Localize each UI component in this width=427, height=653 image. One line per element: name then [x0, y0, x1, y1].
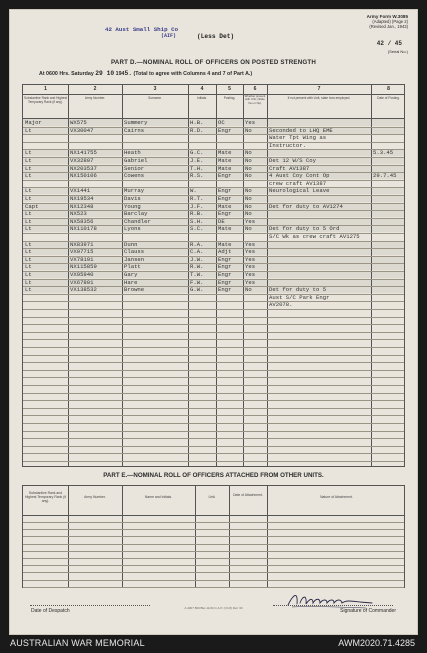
ruled-line — [23, 461, 404, 462]
ruled-line — [23, 587, 404, 588]
employment-cell: Instructor. — [269, 141, 306, 149]
employment-cell: Det for duty to 5 — [269, 286, 327, 294]
column-header-surname: Surname. — [148, 96, 162, 100]
rank-cell: Lt — [25, 286, 32, 294]
column-header-rank: Substantive Rank and Highest Temporary Rank (if any). — [24, 491, 67, 503]
column-header-name: Name and Initials. — [144, 495, 173, 499]
table-row — [23, 180, 404, 187]
form-number: Army Form W.3085 — [366, 14, 408, 19]
initials-cell: C.A. — [190, 248, 204, 256]
table-row — [23, 225, 404, 232]
table-row — [23, 149, 404, 156]
posting-cell: Engr — [218, 278, 232, 286]
subline-year: 5. — [124, 70, 133, 77]
table-row — [23, 279, 404, 286]
army-number-cell: VX30047 — [70, 126, 94, 134]
surname-cell: Heath — [124, 149, 141, 157]
rank-cell: Lt — [25, 255, 32, 263]
signature-caption: Signature of Commander — [340, 608, 396, 614]
posting-cell: Engr — [218, 271, 232, 278]
posting-cell: Mate — [218, 202, 232, 210]
posting-cell: OC — [218, 119, 225, 126]
ruled-line — [23, 453, 404, 454]
ruled-line — [23, 431, 404, 432]
rank-cell: Major — [25, 119, 42, 126]
initials-cell: R.T. — [190, 195, 204, 202]
army-number-cell: NX83971 — [70, 240, 94, 248]
table-row — [23, 165, 404, 172]
initials-cell: T.H. — [190, 164, 204, 172]
archive-credit: AUSTRALIAN WAR MEMORIAL — [10, 638, 145, 648]
present-cell: No — [245, 172, 252, 180]
initials-cell: R.W. — [190, 263, 204, 271]
surname-cell: Davis — [124, 195, 141, 202]
employment-cell: Det for duty to 5 Ord — [269, 225, 340, 233]
column-number: 5 — [228, 86, 231, 92]
column-number: 7 — [317, 86, 321, 92]
present-cell: Yes — [245, 217, 256, 225]
rank-cell: Lt — [25, 271, 32, 278]
employment-cell: AV2078. — [269, 301, 293, 309]
ruled-line — [23, 400, 404, 401]
ruled-line — [23, 572, 404, 573]
table-row — [23, 233, 404, 240]
table-row — [23, 210, 404, 217]
ruled-line — [23, 301, 404, 302]
subline-date: 29 10 — [95, 70, 115, 77]
rank-cell: Lt — [25, 126, 32, 134]
present-cell: Yes — [245, 271, 256, 278]
surname-cell: Lyons — [124, 225, 141, 233]
column-header-attachment-date: Date of Attachment. — [233, 493, 263, 497]
present-cell: Yes — [245, 278, 256, 286]
serial-number: 42 / 45 — [376, 40, 402, 47]
ruled-line — [23, 377, 404, 378]
column-number: 2 — [93, 86, 97, 92]
ruled-line — [23, 180, 404, 181]
posting-cell: Adjt — [218, 248, 232, 256]
posting-cell: Engr — [218, 255, 232, 263]
posting-cell: Mate — [218, 157, 232, 164]
rank-cell: Lt — [25, 240, 32, 248]
ruled-line — [23, 580, 404, 581]
rank-cell: Lt — [25, 149, 32, 157]
ruled-line — [23, 134, 404, 135]
table-row — [23, 286, 404, 293]
present-cell: No — [245, 202, 252, 210]
initials-cell: S.C. — [190, 225, 204, 233]
ruled-line — [23, 324, 404, 325]
employment-cell: Neurological Leave — [269, 187, 330, 195]
ruled-line — [23, 332, 404, 333]
present-cell: No — [245, 210, 252, 218]
table-row — [23, 134, 404, 141]
rank-cell: Lt — [25, 157, 32, 164]
present-cell: No — [245, 126, 252, 134]
present-cell: Yes — [245, 240, 256, 248]
present-cell: No — [245, 149, 252, 157]
column-header-employment: If not present with Unit, state how employed. — [287, 96, 351, 100]
ruled-line — [23, 241, 404, 242]
unit-stamp — [105, 26, 178, 39]
ruled-line — [23, 263, 404, 264]
rank-cell: Lt — [25, 248, 32, 256]
posting-date-cell: 29.7.45 — [373, 172, 397, 180]
army-number-cell: VX138532 — [70, 286, 97, 294]
initials-cell: F.W. — [190, 278, 204, 286]
initials-cell: T.W. — [190, 271, 204, 278]
surname-cell: Senior — [124, 164, 145, 172]
ruled-line — [23, 529, 404, 530]
surname-cell: Platt — [124, 263, 141, 271]
subline-year-prefix: 194 — [115, 71, 125, 77]
column-number-divider — [23, 94, 404, 95]
rank-cell: Lt — [25, 195, 32, 202]
posting-cell: Engr — [218, 187, 232, 195]
ruled-line — [23, 317, 404, 318]
posting-cell: Engr — [218, 126, 232, 134]
ruled-line — [23, 558, 404, 559]
part-d-table — [22, 84, 405, 467]
initials-cell: G.W. — [190, 286, 204, 294]
subline-prefix: At 0600 Hrs. Saturday — [39, 71, 94, 77]
rank-cell: Lt — [25, 278, 32, 286]
employment-cell: Det for duty to AV1274 — [269, 202, 343, 210]
ruled-line — [23, 347, 404, 348]
army-number-cell: NX19534 — [70, 195, 94, 202]
army-number-cell: WX575 — [70, 119, 87, 126]
ruled-line — [23, 233, 404, 234]
table-row — [23, 157, 404, 164]
table-row — [23, 203, 404, 210]
column-header-posting: Posting. — [223, 96, 236, 100]
army-number-cell: VX78191 — [70, 255, 94, 263]
initials-cell: R.D. — [190, 126, 204, 134]
army-number-cell: VX32807 — [70, 157, 94, 164]
ruled-line — [23, 370, 404, 371]
ruled-line — [23, 393, 404, 394]
form-reference — [367, 14, 408, 29]
ruled-line — [23, 294, 404, 295]
column-number: 3 — [153, 86, 157, 92]
ruled-line — [23, 210, 404, 211]
present-cell: Yes — [245, 248, 256, 256]
surname-cell: Cairns — [124, 126, 145, 134]
ruled-line — [23, 271, 404, 272]
surname-cell: Browne — [124, 286, 145, 294]
column-header-unit: Unit. — [208, 495, 216, 499]
ruled-line — [23, 172, 404, 173]
initials-cell: W. — [190, 187, 197, 195]
ruled-line — [23, 339, 404, 340]
table-row — [23, 172, 404, 179]
army-number-cell: NX150106 — [70, 172, 97, 180]
table-row — [23, 195, 404, 202]
surname-cell: Chandler — [124, 217, 151, 225]
surname-cell: Clauss — [124, 248, 145, 256]
surname-cell: Murray — [124, 187, 145, 195]
ruled-line — [23, 438, 404, 439]
rank-cell: Capt — [25, 202, 39, 210]
unit-stamp-sub: (AIF) — [161, 33, 177, 39]
form-adapted: (Adapted) (Page 2) — [372, 19, 408, 24]
ruled-line — [23, 248, 404, 249]
signature-line — [273, 605, 393, 606]
subline-suffix: (Total to agree with Columns 4 and 7 of Part A.) — [133, 71, 253, 77]
present-cell: No — [245, 195, 252, 202]
table-row — [23, 127, 404, 134]
ruled-line — [23, 446, 404, 447]
present-cell: No — [245, 164, 252, 172]
present-cell: Yes — [245, 263, 256, 271]
posting-cell: Mate — [218, 149, 232, 157]
table-row — [23, 301, 404, 308]
column-header-initials: Initials. — [197, 96, 207, 100]
unit-suffix: (Less Det) — [197, 33, 235, 40]
column-header-nature: Nature of Attachment. — [320, 495, 353, 499]
rank-cell: Lt — [25, 225, 32, 233]
ruled-line — [23, 157, 404, 158]
table-row — [23, 218, 404, 225]
ruled-line — [23, 362, 404, 363]
army-number-cell: VX97715 — [70, 248, 94, 256]
ruled-line — [23, 286, 404, 287]
column-header-rank: Substantive Rank and Highest Temporary Rank (if any). — [24, 96, 67, 104]
ruled-line — [23, 279, 404, 280]
present-cell: Yes — [245, 119, 256, 126]
column-number: 1 — [44, 86, 47, 92]
column-number: 4 — [200, 86, 204, 92]
ruled-line — [23, 149, 404, 150]
army-number-cell: NX115859 — [70, 263, 97, 271]
employment-cell: S/C Wk as crew craft AV1275 — [269, 233, 360, 240]
ruled-line — [23, 565, 404, 566]
initials-cell: G.C. — [190, 149, 204, 157]
ruled-line — [23, 187, 404, 188]
ruled-line — [23, 203, 404, 204]
ruled-line — [23, 165, 404, 166]
ruled-line — [23, 408, 404, 409]
posting-cell: Engr — [218, 195, 232, 202]
posting-cell: Engr — [218, 172, 232, 180]
initials-cell: H.B. — [190, 119, 204, 126]
initials-cell: J.E. — [190, 157, 204, 164]
date-of-despatch-label: Date of Despatch — [31, 608, 70, 614]
posting-cell: DE — [218, 217, 225, 225]
rank-cell: Lt — [25, 217, 32, 225]
employment-cell: Aust S/C Park Engr — [269, 293, 330, 301]
rank-cell: Lt — [25, 187, 32, 195]
ruled-line — [23, 522, 404, 523]
column-number: 8 — [387, 86, 390, 92]
table-row — [23, 271, 404, 278]
ruled-line — [23, 127, 404, 128]
table-row — [23, 263, 404, 270]
posting-cell: Mate — [218, 164, 232, 172]
posting-cell: Engr — [218, 286, 232, 294]
employment-cell: Seconded to LHQ EME — [269, 126, 333, 134]
initials-cell: S.H. — [190, 217, 204, 225]
initials-cell: J.W. — [190, 255, 204, 263]
ruled-line — [23, 225, 404, 226]
column-header-number: Army Number. — [84, 96, 106, 100]
archive-reference: AWM2020.71.4285 — [338, 638, 415, 648]
ruled-line — [23, 415, 404, 416]
ruled-line — [23, 551, 404, 552]
present-cell: Yes — [245, 255, 256, 263]
serial-caption: (Serial No.) — [387, 49, 408, 54]
part-d-subline — [39, 70, 252, 77]
ruled-line — [23, 218, 404, 219]
table-row — [23, 248, 404, 255]
rank-cell: Lt — [25, 172, 32, 180]
employment-cell: crew craft AV1387 — [269, 179, 327, 187]
present-cell: No — [245, 225, 252, 233]
part-e-table — [22, 485, 405, 588]
employment-cell: Det 12 W/S Coy — [269, 157, 316, 164]
table-row — [23, 187, 404, 194]
initials-cell: R.B. — [190, 210, 204, 218]
surname-cell: Gabriel — [124, 157, 148, 164]
surname-cell: Gary — [124, 271, 138, 278]
army-number-cell: VX95940 — [70, 271, 94, 278]
ruled-line — [23, 256, 404, 257]
ruled-line — [23, 142, 404, 143]
army-number-cell: NX110178 — [70, 225, 97, 233]
surname-cell: Hare — [124, 278, 138, 286]
initials-cell: R.A. — [190, 240, 204, 248]
table-row — [23, 119, 404, 126]
rank-cell: Lt — [25, 164, 32, 172]
army-number-cell: NX141755 — [70, 149, 97, 157]
table-row — [23, 294, 404, 301]
employment-cell: Water Tpt Wing as — [269, 134, 327, 142]
posting-cell: Engr — [218, 263, 232, 271]
employment-cell: 4 Aust Coy Cont Op — [269, 172, 330, 180]
header-divider — [23, 515, 404, 516]
posting-cell: Engr — [218, 210, 232, 218]
column-header-number: Army Number. — [84, 495, 106, 499]
army-number-cell: NX523 — [70, 210, 87, 218]
form-sheet — [9, 9, 418, 635]
column-header-present: Whether present with Unit, (State Yes or No). — [244, 94, 266, 105]
posting-cell: Mate — [218, 240, 232, 248]
employment-cell: Craft AV1387 — [269, 164, 310, 172]
ruled-line — [23, 385, 404, 386]
posting-cell: Mate — [218, 225, 232, 233]
unit-stamp-text: 42 Aust Small Ship Co — [105, 26, 179, 33]
table-row — [23, 241, 404, 248]
ruled-line — [23, 536, 404, 537]
initials-cell: J.F. — [190, 202, 204, 210]
army-number-cell: NX12348 — [70, 202, 94, 210]
surname-cell: Summery — [124, 119, 148, 126]
column-header-date: Date of Posting. — [377, 96, 400, 100]
posting-date-cell: 5.3.45 — [373, 149, 394, 157]
column-number: 6 — [253, 86, 257, 92]
surname-cell: Jansen — [124, 255, 145, 263]
part-e-title: PART E.—NOMINAL ROLL OF OFFICERS ATTACHED FROM OTHER UNITS. — [103, 472, 324, 479]
ruled-line — [23, 309, 404, 310]
table-row — [23, 142, 404, 149]
army-number-cell: NX203537 — [70, 164, 97, 172]
rank-cell: Lt — [25, 210, 32, 218]
army-number-cell: VX67801 — [70, 278, 94, 286]
surname-cell: Dunn — [124, 240, 138, 248]
surname-cell: Young — [124, 202, 141, 210]
printer-note: A 4007 800 Bks 11/43 C.A.P. (I.N.8) Ref. 30 — [184, 606, 243, 610]
ruled-line — [23, 195, 404, 196]
table-row — [23, 256, 404, 263]
part-d-title: PART D.—NOMINAL ROLL OF OFFICERS ON POSTED STRENGTH — [110, 59, 317, 66]
ruled-line — [23, 355, 404, 356]
present-cell: No — [245, 187, 252, 195]
ruled-line — [23, 544, 404, 545]
initials-cell: R.S. — [190, 172, 204, 180]
army-number-cell: VX1441 — [70, 187, 91, 195]
present-cell: No — [245, 157, 252, 164]
present-cell: No — [245, 286, 252, 294]
surname-cell: Barclay — [124, 210, 148, 218]
surname-cell: Cowens — [124, 172, 145, 180]
army-number-cell: NX58356 — [70, 217, 94, 225]
rank-cell: Lt — [25, 263, 32, 271]
ruled-line — [23, 423, 404, 424]
form-revised: (Revised Jan., 1943) — [369, 24, 408, 29]
